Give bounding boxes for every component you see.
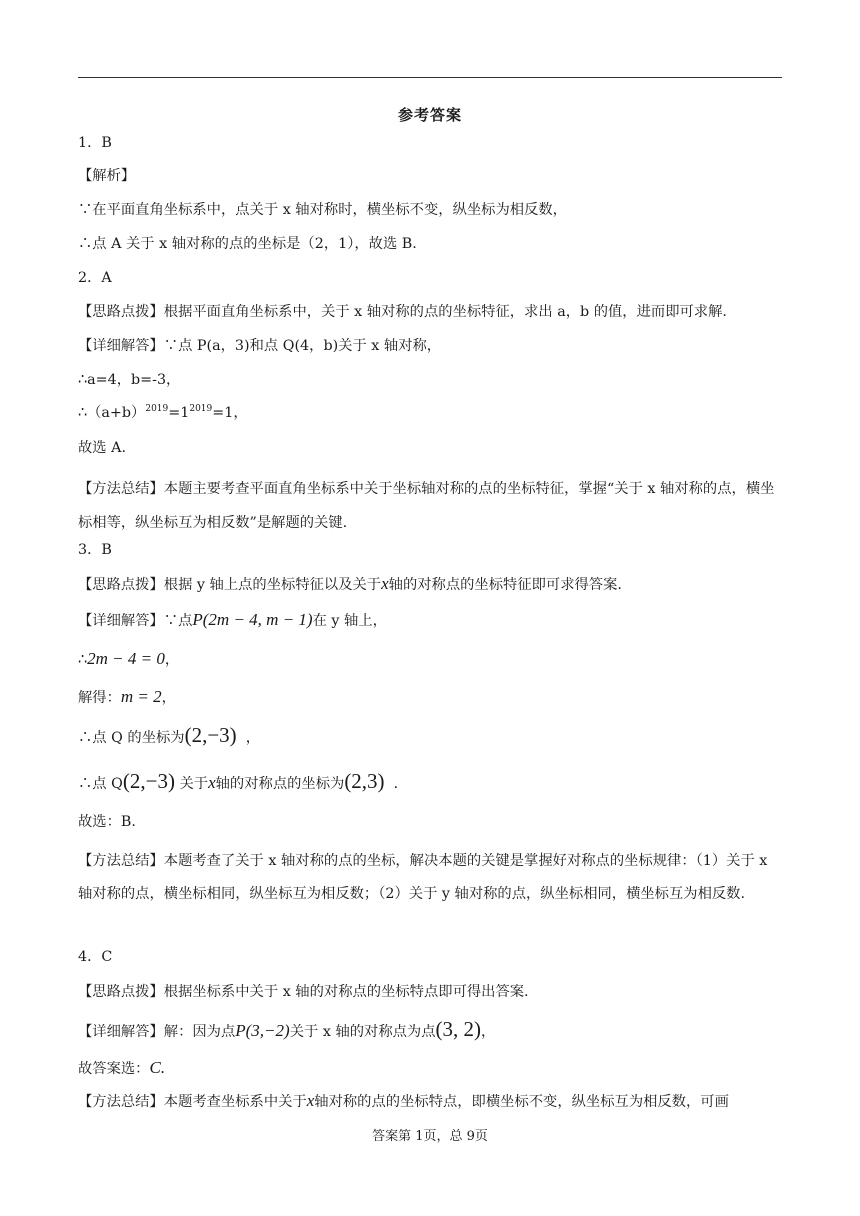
header-rule: [78, 77, 782, 78]
q4-solution-c: ，: [481, 1024, 496, 1040]
q1-line-1: ∵在平面直角坐标系中，点关于 x 轴对称时，横坐标不变，纵坐标为相反数，: [78, 202, 567, 218]
q4-hint: 【思路点拨】根据坐标系中关于 x 轴的对称点的坐标特点即可得出答案.: [78, 984, 529, 1000]
q2-line-2-b: =1: [168, 405, 190, 421]
q3-line-1-b: ，: [164, 652, 180, 668]
q3-solution-b: 在 y 轴上，: [312, 613, 387, 629]
q4-solution-expr1: P(3,−2): [235, 1021, 290, 1040]
q3-line-3-a: ∴点 Q 的坐标为: [78, 730, 185, 746]
q4-summary-a: 【方法总结】本题考查坐标系中关于: [78, 1094, 307, 1110]
q2-line-3: 故选 A.: [78, 440, 127, 456]
q2-exponent-1: 2019: [145, 404, 169, 414]
q3-line-3-expr: (2,−3): [184, 723, 237, 747]
q2-summary: 【方法总结】本题主要考查平面直角坐标系中关于坐标轴对称的点的坐标特征，掌握“关于 x 轴对称的点，横坐标相等，纵坐标互为相反数”是解题的关键.: [78, 481, 775, 531]
q3-solution-expr: P(2m − 4, m − 1): [192, 610, 313, 629]
q3-line-4: [78, 771, 782, 794]
q4-summary-x: x: [306, 1091, 315, 1110]
q4-line-1-c: C.: [149, 1058, 166, 1077]
q4-number: 4．C: [78, 949, 113, 965]
q4-solution-b: 关于 x 轴的对称点为点: [289, 1024, 436, 1040]
q1-analysis-heading: 【解析】: [78, 168, 136, 184]
q3-line-5: 故选：B.: [78, 814, 136, 830]
q3-hint: [78, 574, 782, 595]
q2-solution: 【详细解答】∵点 P(a，3)和点 Q(4，b)关于 x 轴对称，: [78, 338, 442, 354]
q3-line-1-a: ∴: [78, 652, 88, 668]
q4-line-1-a: 故答案选：: [78, 1061, 150, 1077]
q3-line-3-b: ，: [245, 730, 261, 746]
q4-solution: [78, 1019, 782, 1042]
q3-hint-a: 【思路点拨】根据 y 轴上点的坐标特征以及关于: [78, 577, 382, 593]
q3-solution: [78, 610, 782, 631]
q1-number: 1．B: [78, 135, 112, 151]
q4-line-1: [78, 1058, 782, 1079]
q3-line-4-b: 关于: [179, 776, 209, 792]
q4-solution-a: 【详细解答】解：因为点: [78, 1024, 236, 1040]
q2-line-2-a: ∴（a+b）: [78, 405, 146, 421]
q3-hint-x: x: [381, 574, 389, 593]
q3-line-4-d: ．: [393, 776, 408, 792]
q2-hint: 【思路点拨】根据平面直角坐标系中，关于 x 轴对称的点的坐标特征，求出 a，b 的值，进而即可求解.: [78, 304, 727, 320]
q3-line-2: [78, 687, 782, 708]
q3-line-1-expr: 2m − 4 = 0: [87, 649, 165, 668]
q3-number: 3．B: [78, 542, 112, 558]
q3-line-3: [78, 725, 782, 748]
q2-exponent-2: 2019: [189, 404, 213, 414]
q3-line-2-a: 解得：: [78, 690, 121, 706]
q2-line-2: [78, 403, 782, 423]
q3-line-2-expr: m = 2: [120, 687, 162, 706]
q3-line-4-expr1: (2,−3): [122, 769, 175, 793]
q3-line-4-c: 轴的对称点的坐标为: [215, 776, 345, 792]
q2-line-1: ∴a=4，b=-3，: [78, 372, 181, 388]
q2-number: 2．A: [78, 270, 112, 286]
page-title: 参考答案: [397, 106, 462, 124]
q3-hint-b: 轴的对称点的坐标特征即可求得答案.: [388, 577, 622, 593]
q3-line-4-expr2: (2,3): [344, 769, 385, 793]
q3-line-4-a: ∴点 Q: [78, 776, 123, 792]
q2-line-2-c: =1，: [212, 405, 248, 421]
q3-line-1: [78, 649, 782, 670]
q1-line-2: ∴点 A 关于 x 轴对称的点的坐标是（2，1），故选 B.: [78, 236, 417, 252]
q4-solution-expr2: (3, 2): [435, 1017, 482, 1041]
page-footer: 答案第 1页，总 9页: [372, 1129, 488, 1144]
q3-line-4-x: x: [208, 773, 216, 792]
q3-line-2-b: ，: [161, 690, 176, 706]
q3-summary: 【方法总结】本题考查了关于 x 轴对称的点的坐标，解决本题的关键是掌握好对称点的坐标规律：（1）关于 x 轴对称的点，横坐标相同，纵坐标互为相反数；（2）关于 y 轴对称的点，纵坐标相同，横坐标互为相反数.: [78, 853, 768, 902]
q4-summary-b: 轴对称的点的坐标特点，即横坐标不变，纵坐标互为相反数，可画: [314, 1094, 729, 1110]
q3-solution-a: 【详细解答】∵点: [78, 613, 193, 629]
q4-summary: [78, 1091, 782, 1112]
